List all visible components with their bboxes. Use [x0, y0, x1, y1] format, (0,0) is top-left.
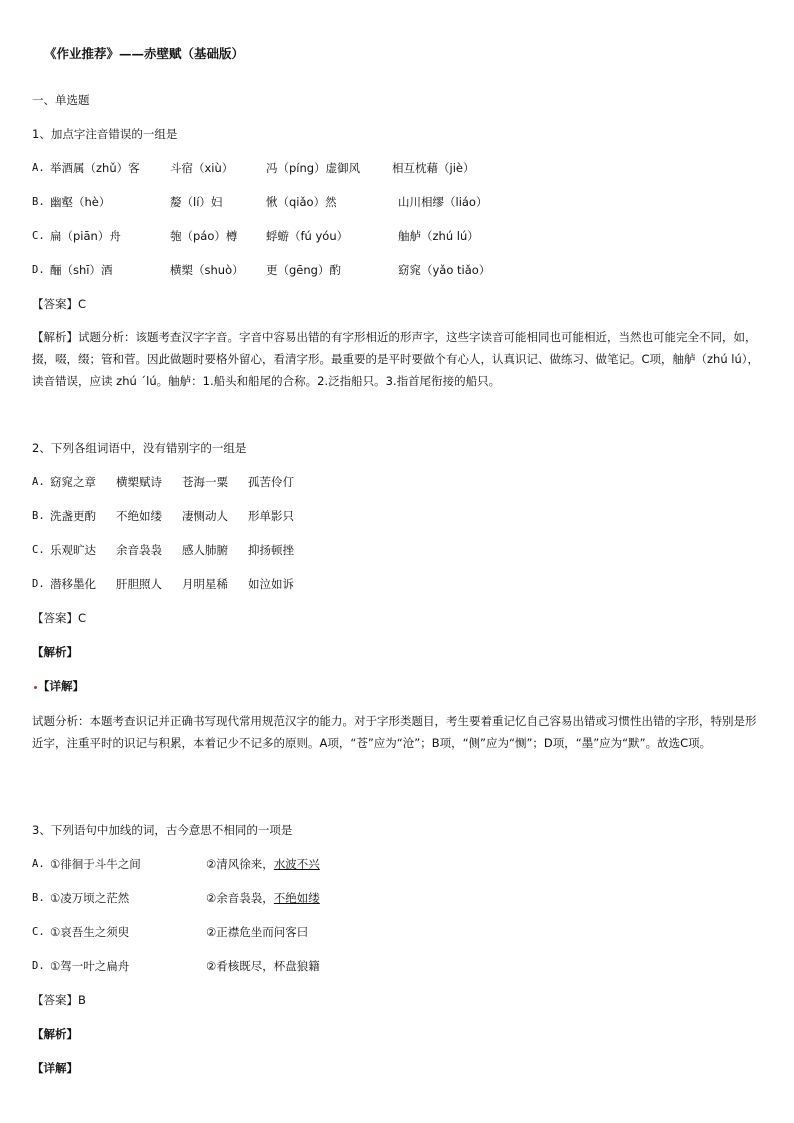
- q3-stem: 3、下列语句中加线的词，古今意思不相同的一项是: [32, 823, 293, 837]
- option-right-text: ②清风徐来，: [206, 857, 274, 871]
- q1-answer: 【答案】C: [32, 297, 87, 311]
- option-item: 潜移墨化: [50, 577, 96, 591]
- option-letter: C.: [32, 230, 45, 242]
- option-letter: B.: [32, 892, 45, 904]
- option-right-text: ②正襟危坐而问客曰: [206, 925, 309, 939]
- option-item: 不绝如缕: [116, 509, 162, 523]
- option-item: 冯（píng）虚御风: [266, 161, 361, 175]
- q2-analysis-label: 【解析】: [32, 645, 78, 659]
- option-item: 洗盏更酌: [50, 509, 96, 523]
- option-right: [206, 856, 320, 872]
- option-item: 幽壑（hè）: [50, 195, 111, 209]
- option-item: 斗宿（xiù）: [170, 161, 234, 175]
- option-item: 余音袅袅: [116, 543, 162, 557]
- option-letter: A.: [32, 162, 45, 174]
- option-item: 窈窕之章: [50, 475, 96, 489]
- option-item: 愀（qiǎo）然: [266, 195, 337, 209]
- q3-analysis-label: 【解析】: [32, 1027, 78, 1041]
- option-letter: A.: [32, 858, 45, 870]
- option-item: 酾（shī）酒: [50, 263, 113, 277]
- option-item: 抑扬顿挫: [248, 543, 294, 557]
- option-right: [206, 890, 320, 906]
- option-item: 月明星稀: [182, 577, 228, 591]
- q2-detail-text: 试题分析：本题考查识记并正确书写现代常用规范汉字的能力。对于字形类题目，考生要着重记忆自己容易出错或习惯性出错的字形，特别是形近字，注重平时的识记与积累，本着记少不记多的原则。A项，“苍”应为“沧”；B项，“侧”应为“恻”；D项，“墨”应为“默”。故选C项。: [32, 714, 757, 750]
- option-item: 乐观旷达: [50, 543, 96, 557]
- margin-dot: [34, 686, 37, 689]
- q2-stem: 2、下列各组词语中，没有错别字的一组是: [32, 441, 247, 455]
- option-letter: D.: [32, 960, 45, 972]
- option-left: ①哀吾生之须臾: [50, 925, 130, 939]
- option-item: 扁（piān）舟: [50, 229, 121, 243]
- option-item: 更（gēng）酌: [266, 263, 341, 277]
- option-item: 蜉蝣（fú yóu）: [266, 229, 349, 243]
- option-item: 匏（páo）樽: [170, 229, 238, 243]
- section-heading: 一、单选题: [32, 93, 90, 107]
- q1-stem: 1、加点字注音错误的一组是: [32, 127, 178, 141]
- option-item: 举酒属（zhǔ）客: [50, 161, 140, 175]
- option-item: 横槊赋诗: [116, 475, 162, 489]
- option-right-text: ②肴核既尽，杯盘狼籍: [206, 959, 320, 973]
- option-item: 舳舻（zhú lú）: [398, 229, 479, 243]
- option-item: 如泣如诉: [248, 577, 294, 591]
- option-item: 感人肺腑: [182, 543, 228, 557]
- q3-detail-label: 【详解】: [32, 1061, 78, 1075]
- option-item: 横槊（shuò）: [170, 263, 244, 277]
- option-right: [206, 924, 308, 940]
- option-left: ①驾一叶之扁舟: [50, 959, 130, 973]
- option-right: [206, 958, 320, 974]
- option-letter: D.: [32, 264, 45, 276]
- q1-analysis: 【解析】试题分析：该题考查汉字字音。字音中容易出错的有字形相近的形声字，这些字读音可能相同也可能相近，当然也可能完全不同，如，掇，啜，缀；管和菅。因此做题时要格外留心，看清字形。最重要的是平时要做个有心人，认真识记、做练习、做笔记。C项，舳舻（zhú lú），读音错误，应读 zhú ˊlú。舳舻：1.船头和船尾的合称。2.泛指船只。3.指首尾衔接的船只。: [32, 330, 760, 388]
- option-item: 凄恻动人: [182, 509, 228, 523]
- underlined-word: 不绝如缕: [273, 891, 320, 905]
- option-letter: C.: [32, 926, 45, 938]
- document-title: 《作业推荐》——赤壁赋（基础版）: [44, 46, 245, 61]
- option-letter: B.: [32, 510, 45, 522]
- option-left: ①凌万顷之茫然: [50, 891, 130, 905]
- option-left: ①徘徊于斗牛之间: [50, 857, 141, 871]
- option-item: 形单影只: [248, 509, 294, 523]
- option-item: 相互枕藉（jiè）: [392, 161, 475, 175]
- option-letter: A.: [32, 476, 45, 488]
- q2-answer: 【答案】C: [32, 611, 87, 625]
- option-right-text: ②余音袅袅，: [206, 891, 274, 905]
- q2-detail-label: 【详解】: [38, 679, 84, 693]
- q3-answer: 【答案】B: [32, 993, 86, 1007]
- option-item: 苍海一粟: [182, 475, 228, 489]
- option-item: 嫠（lí）妇: [170, 195, 223, 209]
- option-item: 山川相缪（liáo）: [398, 195, 488, 209]
- option-letter: D.: [32, 578, 45, 590]
- option-letter: C.: [32, 544, 45, 556]
- option-letter: B.: [32, 196, 45, 208]
- option-item: 窈窕（yǎo tiǎo）: [398, 263, 491, 277]
- option-item: 孤苦伶仃: [248, 475, 294, 489]
- option-item: 肝胆照人: [116, 577, 162, 591]
- underlined-word: 水波不兴: [273, 857, 320, 871]
